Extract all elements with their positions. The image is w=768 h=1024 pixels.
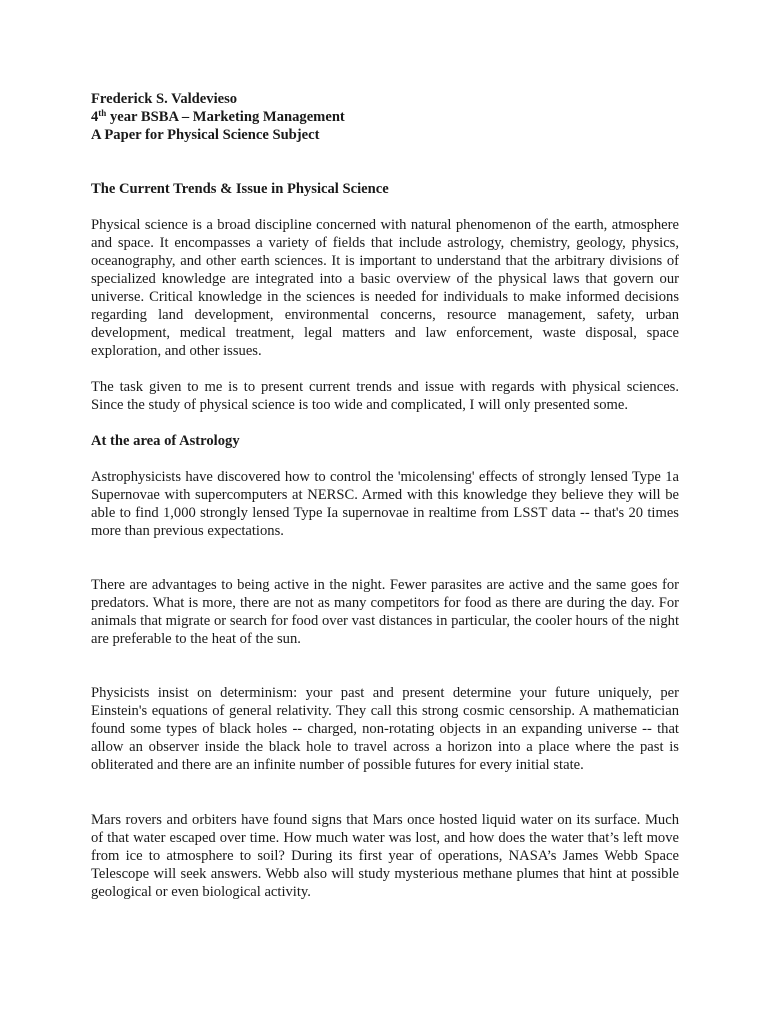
course-name: year BSBA – Marketing Management: [106, 109, 345, 125]
section-paragraph-3: Physicists insist on determinism: your past and present determine your future uniquely, per Einstein's equations of general relativity. They call this strong cosmic censorship. A mathematician found some types of black holes -- charged, non-rotating objects in an expanding universe -- that allow an observer inside the black hole to travel across a horizon into a place where the past is obliterated and there are an infinite number of possible futures for every initial state.: [91, 685, 679, 773]
spacer: [91, 450, 679, 468]
document-page: [91, 90, 679, 901]
course-year: [91, 108, 679, 126]
spacer: [91, 648, 679, 684]
section-paragraph-1: Astrophysicists have discovered how to control the 'micolensing' effects of strongly lensed Type 1a Supernovae with supercomputers at NERSC. Armed with this knowledge they believe they will be able to find 1,000 strongly lensed Type Ia supernovae in realtime from LSST data -- that's 20 times more than previous expectations.: [91, 469, 679, 539]
year-number: 4: [91, 109, 99, 125]
paper-title: The Current Trends & Issue in Physical Science: [91, 181, 389, 197]
spacer: [91, 414, 679, 432]
spacer: [91, 540, 679, 576]
section-paragraph-2: There are advantages to being active in the night. Fewer parasites are active and the same goes for predators. What is more, there are not as many competitors for food as there are during the day. For animals that migrate or search for food over vast distances in particular, the cooler hours of the night are preferable to the heat of the sun.: [91, 577, 679, 647]
spacer: [91, 774, 679, 811]
spacer: [91, 144, 679, 180]
section-heading: At the area of Astrology: [91, 433, 240, 449]
paper-note: A Paper for Physical Science Subject: [91, 127, 320, 143]
intro-paragraph-2: The task given to me is to present current trends and issue with regards with physical sciences. Since the study of physical science is too wide and complicated, I will only presented some.: [91, 379, 679, 413]
section-paragraph-4: Mars rovers and orbiters have found signs that Mars once hosted liquid water on its surface. Much of that water escaped over time. How much water was lost, and how does the water that’s left move from ice to atmosphere to soil? During its first year of operations, NASA’s James Webb Space Telescope will seek answers. Webb also will study mysterious methane plumes that hint at possible geological or even biological activity.: [91, 812, 679, 900]
spacer: [91, 360, 679, 378]
year-suffix: th: [98, 108, 107, 118]
author-name: Frederick S. Valdevieso: [91, 91, 238, 107]
intro-paragraph-1: Physical science is a broad discipline concerned with natural phenomenon of the earth, atmosphere and space. It encompasses a variety of fields that include astrology, chemistry, geology, physics, oceanography, and other earth sciences. It is important to understand that the arbitrary divisions of specialized knowledge are integrated into a basic overview of the physical laws that govern our universe. Critical knowledge in the sciences is needed for individuals to make informed decisions regarding land development, environmental concerns, resource management, safety, urban development, medical treatment, legal matters and law enforcement, waste disposal, space exploration, and other issues.: [91, 217, 679, 359]
spacer: [91, 198, 679, 216]
